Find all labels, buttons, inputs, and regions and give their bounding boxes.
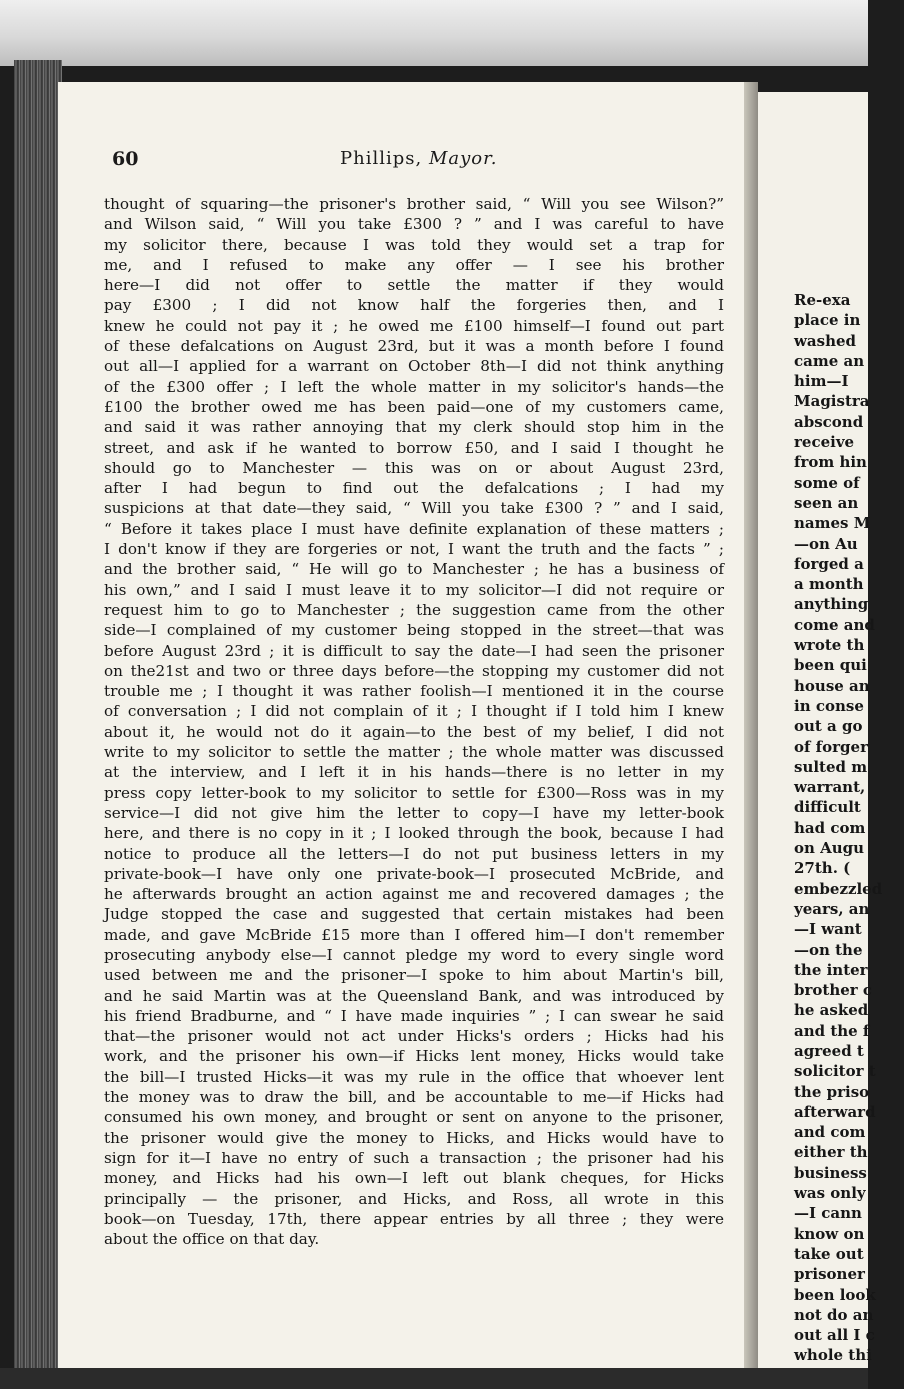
body-text-line: “ Before it takes place I must have definite explanation of these matters ; bbox=[104, 519, 724, 538]
running-head bbox=[340, 148, 497, 169]
right-page-text-line: afterward bbox=[794, 1102, 876, 1121]
body-text-line: trouble me ; I thought it was rather foolish—I mentioned it in the course bbox=[104, 682, 724, 701]
body-text-line: pay £300 ; I did not know half the forgeries then, and I bbox=[104, 296, 724, 315]
body-text-line: after I had begun to find out the defalcations ; I had my bbox=[104, 479, 724, 498]
body-text-line: that—the prisoner would not act under Hicks's orders ; Hicks had his bbox=[104, 1027, 724, 1046]
right-page-text-line: 27th. ( bbox=[794, 859, 851, 878]
body-text-line: the bill—I trusted Hicks—it was my rule in the office that whoever lent bbox=[104, 1067, 724, 1086]
right-page-text-line: —I want bbox=[794, 920, 862, 939]
body-text-line: work, and the prisoner his own—if Hicks lent money, Hicks would take bbox=[104, 1047, 724, 1066]
body-text-line: here, and there is no copy in it ; I looked through the book, because I had bbox=[104, 824, 724, 843]
right-page-text-line: had com bbox=[794, 818, 866, 837]
right-page bbox=[758, 92, 883, 1389]
right-page-text-line: some of bbox=[794, 473, 860, 492]
body-text-line: side—I complained of my customer being stopped in the street—that was bbox=[104, 621, 724, 640]
right-page-text-line: of forger bbox=[794, 737, 868, 756]
book-binding bbox=[14, 60, 62, 1370]
body-text-line: and said it was rather annoying that my clerk should stop him in the bbox=[104, 418, 724, 437]
right-page-text-line: solicitor t bbox=[794, 1062, 876, 1081]
body-text bbox=[104, 194, 724, 1249]
right-page-text-line: the priso bbox=[794, 1082, 870, 1101]
body-text-line: Judge stopped the case and suggested that certain mistakes had been bbox=[104, 905, 724, 924]
body-text-line: of these defalcations on August 23rd, but it was a month before I found bbox=[104, 337, 724, 356]
right-page-text-line: came an bbox=[794, 351, 865, 370]
body-text-line: book—on Tuesday, 17th, there appear entries by all three ; they were bbox=[104, 1209, 724, 1228]
right-page-text-line: warrant, bbox=[794, 778, 866, 797]
body-text-line: my solicitor there, because I was told they would set a trap for bbox=[104, 235, 724, 254]
right-page-text-line: wrote th bbox=[794, 636, 865, 655]
right-page-text-line: brother c bbox=[794, 981, 873, 1000]
right-page-text-line: he asked bbox=[794, 1001, 869, 1020]
right-page-text-line: in conse bbox=[794, 696, 864, 715]
right-page-text-line: seen an bbox=[794, 493, 859, 512]
right-page-text-line: years, an bbox=[794, 899, 870, 918]
right-page-text-line: —on the bbox=[794, 940, 863, 959]
body-text-line: here—I did not offer to settle the matter if they would bbox=[104, 276, 724, 295]
body-text-line: should go to Manchester — this was on or about August 23rd, bbox=[104, 458, 724, 477]
body-text-line: knew he could not pay it ; he owed me £100 himself—I found out part bbox=[104, 316, 724, 335]
right-page-text-line: out a go bbox=[794, 717, 863, 736]
right-page-text-line: embezzled bbox=[794, 879, 883, 898]
body-text-line: press copy letter-book to my solicitor to settle for £300—Ross was in my bbox=[104, 783, 724, 802]
body-text-line: suspicions at that date—they said, “ Will you take £300 ? ” and I said, bbox=[104, 499, 724, 518]
right-page-text-line: difficult bbox=[794, 798, 861, 817]
scan-bottom-margin bbox=[0, 1368, 868, 1389]
body-text-line: private-book—I have only one private-book—I prosecuted McBride, and bbox=[104, 864, 724, 883]
body-text-line: £100 the brother owed me has been paid—one of my customers came, bbox=[104, 397, 724, 416]
right-page-text-line: —on Au bbox=[794, 534, 858, 553]
running-head-name: Phillips, bbox=[340, 148, 423, 169]
body-text-line: consumed his own money, and brought or sent on anyone to the prisoner, bbox=[104, 1108, 724, 1127]
right-page-text-line: on Augu bbox=[794, 839, 865, 858]
body-text-line: street, and ask if he wanted to borrow £50, and I said I thought he bbox=[104, 438, 724, 457]
body-text-line: before August 23rd ; it is difficult to say the date—I had seen the prisoner bbox=[104, 641, 724, 660]
body-text-line: his own,” and I said I must leave it to my solicitor—I did not require or bbox=[104, 580, 724, 599]
body-text-line: the prisoner would give the money to Hicks, and Hicks would have to bbox=[104, 1128, 724, 1147]
right-page-text-line: anything bbox=[794, 595, 869, 614]
body-text-line: and he said Martin was at the Queensland Bank, and was introduced by bbox=[104, 986, 724, 1005]
right-page-text-line: washed bbox=[794, 331, 857, 350]
right-page-text-line: Magistra bbox=[794, 392, 870, 411]
scan-top-margin bbox=[0, 0, 868, 66]
body-text-line: of the £300 offer ; I left the whole matter in my solicitor's hands—the bbox=[104, 377, 724, 396]
body-text-line: prosecuting anybody else—I cannot pledge my word to every single word bbox=[104, 945, 724, 964]
right-page-text-line: place in bbox=[794, 311, 861, 330]
right-page-text-line: house an bbox=[794, 676, 870, 695]
right-page-text-line: and com bbox=[794, 1123, 866, 1142]
running-head-title: Mayor. bbox=[428, 148, 498, 169]
right-page-text-line: the inter bbox=[794, 960, 868, 979]
body-text-line: I don't know if they are forgeries or not, I want the truth and the facts ” ; bbox=[104, 540, 724, 559]
body-text-line: write to my solicitor to settle the matter ; the whole matter was discussed bbox=[104, 743, 724, 762]
right-page-text-line: forged a bbox=[794, 554, 864, 573]
right-page-text-line: names M bbox=[794, 514, 871, 533]
body-text-line: about it, he would not do it again—to the best of my belief, I did not bbox=[104, 722, 724, 741]
body-text-line: about the office on that day. bbox=[104, 1230, 320, 1249]
right-page-text-line: been look bbox=[794, 1285, 876, 1304]
right-page-text-line: whole thi bbox=[794, 1346, 872, 1365]
right-page-text-line: take out bbox=[794, 1244, 864, 1263]
right-page-text-line: know on bbox=[794, 1224, 865, 1243]
body-text-line: and the brother said, “ He will go to Manchester ; he has a business of bbox=[104, 560, 724, 579]
body-text-line: out all—I applied for a warrant on October 8th—I did not think anything bbox=[104, 357, 724, 376]
right-page-text-line: out all I c bbox=[794, 1326, 875, 1345]
right-page-text-line: abscond bbox=[794, 412, 864, 431]
right-page-text-line: prisoner bbox=[794, 1265, 865, 1284]
body-text-line: notice to produce all the letters—I do not put business letters in my bbox=[104, 844, 724, 863]
right-page-text-line: been qui bbox=[794, 656, 867, 675]
body-text-line: principally — the prisoner, and Hicks, and Ross, all wrote in this bbox=[104, 1189, 724, 1208]
body-text-line: used between me and the prisoner—I spoke to him about Martin's bill, bbox=[104, 966, 724, 985]
page-gutter bbox=[744, 82, 758, 1372]
right-page-text bbox=[794, 290, 904, 1366]
right-page-text-line: him—I bbox=[794, 372, 849, 391]
body-text-line: money, and Hicks had his own—I left out blank cheques, for Hicks bbox=[104, 1169, 724, 1188]
body-text-line: sign for it—I have no entry of such a transaction ; the prisoner had his bbox=[104, 1148, 724, 1167]
body-text-line: request him to go to Manchester ; the suggestion came from the other bbox=[104, 600, 724, 619]
right-page-text-line: come and bbox=[794, 615, 875, 634]
right-page-text-line: —I cann bbox=[794, 1204, 862, 1223]
body-text-line: service—I did not give him the letter to copy—I have my letter-book bbox=[104, 803, 724, 822]
right-page-text-line: business bbox=[794, 1163, 867, 1182]
body-text-line: of conversation ; I did not complain of it ; I thought if I told him I knew bbox=[104, 702, 724, 721]
right-page-text-line: from hin bbox=[794, 453, 867, 472]
right-page-text-line: Re-exa bbox=[794, 291, 851, 309]
right-page-text-line: and the f bbox=[794, 1021, 870, 1040]
body-text-line: he afterwards brought an action against me and recovered damages ; the bbox=[104, 885, 724, 904]
body-text-line: on the21st and two or three days before—the stopping my customer did not bbox=[104, 661, 724, 680]
page-header bbox=[112, 148, 720, 174]
body-text-line: and Wilson said, “ Will you take £300 ? ” and I was careful to have bbox=[104, 215, 724, 234]
right-page-text-line: sulted m bbox=[794, 757, 868, 776]
right-page-text-line: agreed t bbox=[794, 1041, 864, 1060]
page-number: 60 bbox=[112, 148, 139, 170]
right-page-text-line: receive bbox=[794, 433, 855, 452]
right-page-text-line: a month bbox=[794, 575, 864, 594]
right-page-text-line: not do an bbox=[794, 1305, 874, 1324]
body-text-line: made, and gave McBride £15 more than I offered him—I don't remember bbox=[104, 925, 724, 944]
body-text-line: the money was to draw the bill, and be accountable to me—if Hicks had bbox=[104, 1088, 724, 1107]
right-page-text-line: was only bbox=[794, 1184, 866, 1203]
body-text-line: thought of squaring—the prisoner's brother said, “ Will you see Wilson?” bbox=[104, 195, 724, 213]
body-text-line: at the interview, and I left it in his hands—there is no letter in my bbox=[104, 763, 724, 782]
body-text-line: his friend Bradburne, and “ I have made inquiries ” ; I can swear he said bbox=[104, 1006, 724, 1025]
right-page-text-line: either th bbox=[794, 1143, 868, 1162]
body-text-line: me, and I refused to make any offer — I see his brother bbox=[104, 255, 724, 274]
